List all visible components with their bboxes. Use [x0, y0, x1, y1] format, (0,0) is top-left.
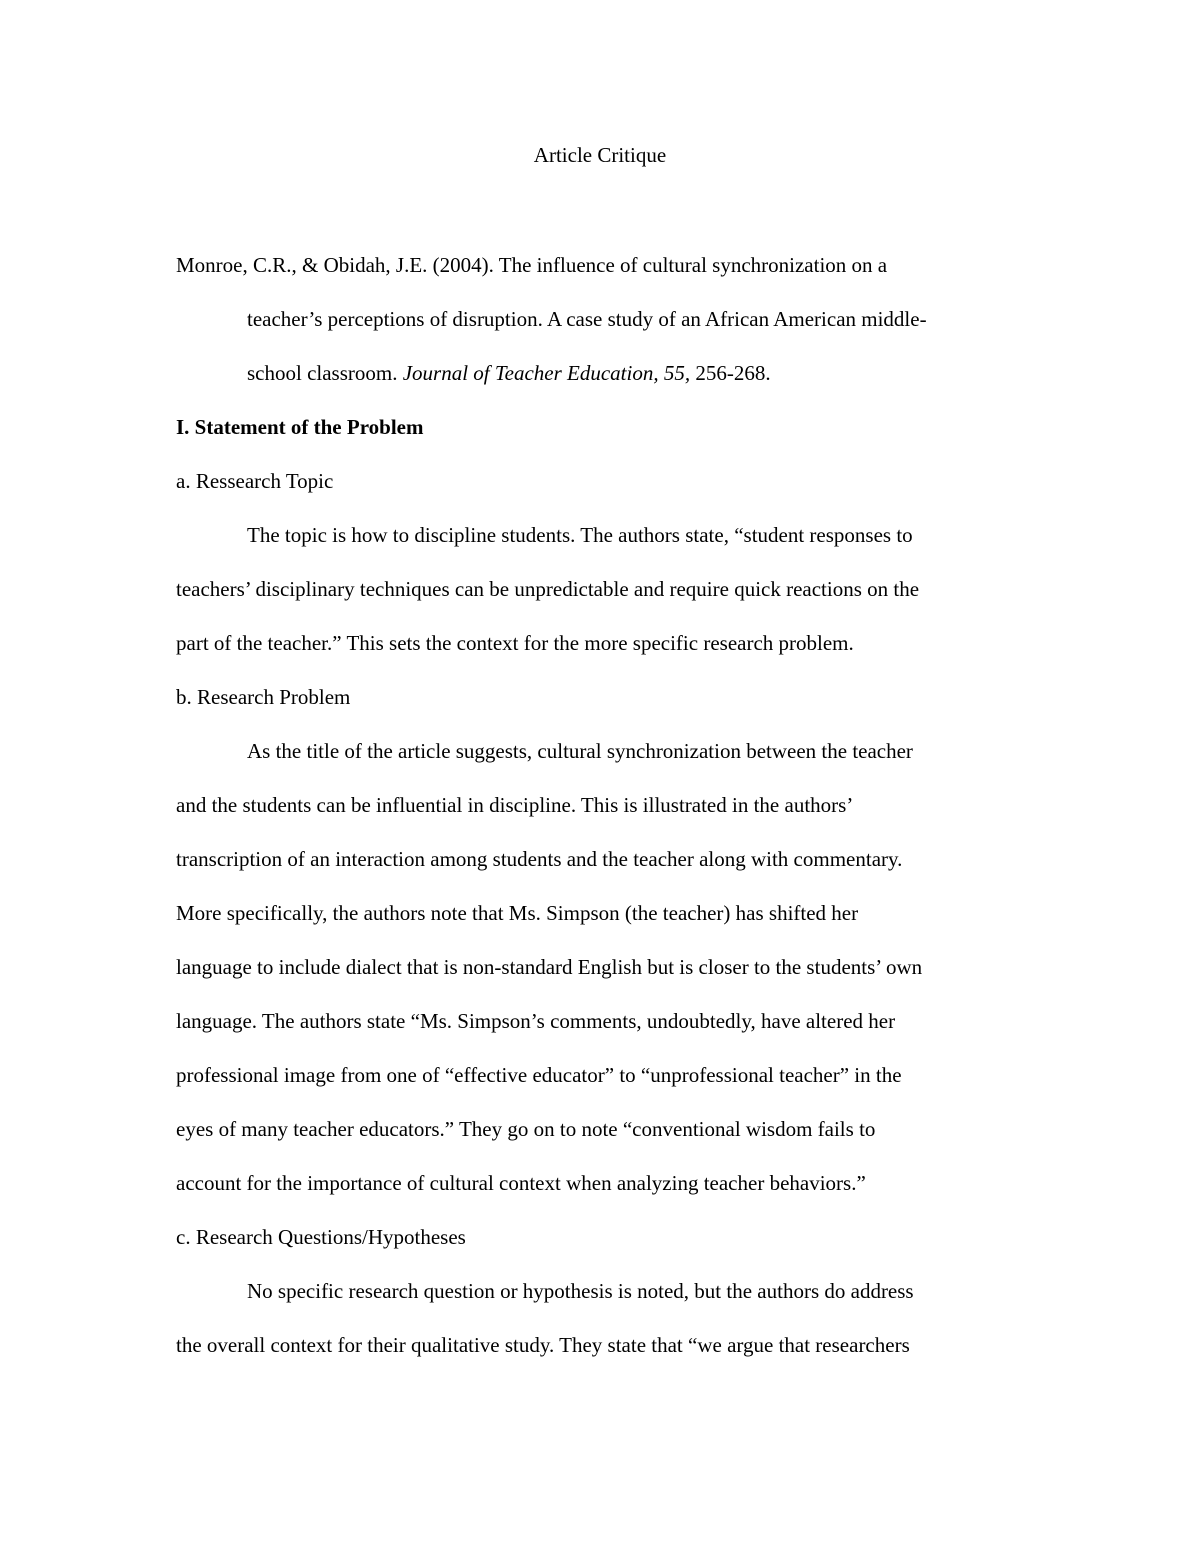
- citation-line-3-pre: school classroom.: [247, 361, 403, 385]
- paragraph-line: More specifically, the authors note that Ms. Simpson (the teacher) has shifted her: [176, 901, 859, 925]
- paragraph-line: The topic is how to discipline students. The authors state, “student responses to: [247, 523, 913, 547]
- paragraph-line: and the students can be influential in discipline. This is illustrated in the authors’: [176, 793, 854, 817]
- paragraph-line: eyes of many teacher educators.” They go on to note “conventional wisdom fails to: [176, 1117, 876, 1141]
- paragraph-line: professional image from one of “effective educator” to “unprofessional teacher” in the: [176, 1063, 902, 1087]
- paragraph-line: language. The authors state “Ms. Simpson’s comments, undoubtedly, have altered her: [176, 1009, 896, 1033]
- citation-line-3-post: 256-268.: [690, 361, 771, 385]
- section-heading: I. Statement of the Problem: [176, 415, 424, 439]
- subsection-heading-a: a. Ressearch Topic: [176, 469, 334, 493]
- paragraph-line: account for the importance of cultural context when analyzing teacher behaviors.”: [176, 1171, 866, 1195]
- paragraph-line: teachers’ disciplinary techniques can be unpredictable and require quick reactions on the: [176, 577, 920, 601]
- citation-line-1: Monroe, C.R., & Obidah, J.E. (2004). The influence of cultural synchronization on a: [176, 253, 888, 277]
- paragraph-line: As the title of the article suggests, cultural synchronization between the teacher: [247, 739, 913, 763]
- citation-journal: Journal of Teacher Education, 55,: [402, 361, 691, 385]
- paragraph-line: No specific research question or hypothesis is noted, but the authors do address: [247, 1279, 914, 1303]
- paragraph-line: part of the teacher.” This sets the context for the more specific research problem.: [176, 631, 854, 655]
- paragraph-line: the overall context for their qualitative study. They state that “we argue that researchers: [176, 1333, 910, 1357]
- citation-line-3: [247, 359, 771, 387]
- paragraph-line: transcription of an interaction among students and the teacher along with commentary.: [176, 847, 903, 871]
- paragraph-line: language to include dialect that is non-standard English but is closer to the students’ own: [176, 955, 923, 979]
- citation-line-2: teacher’s perceptions of disruption. A case study of an African American middle-: [247, 307, 927, 331]
- subsection-heading-c: c. Research Questions/Hypotheses: [176, 1225, 466, 1249]
- subsection-heading-b: b. Research Problem: [176, 685, 351, 709]
- page-title: Article Critique: [533, 143, 667, 167]
